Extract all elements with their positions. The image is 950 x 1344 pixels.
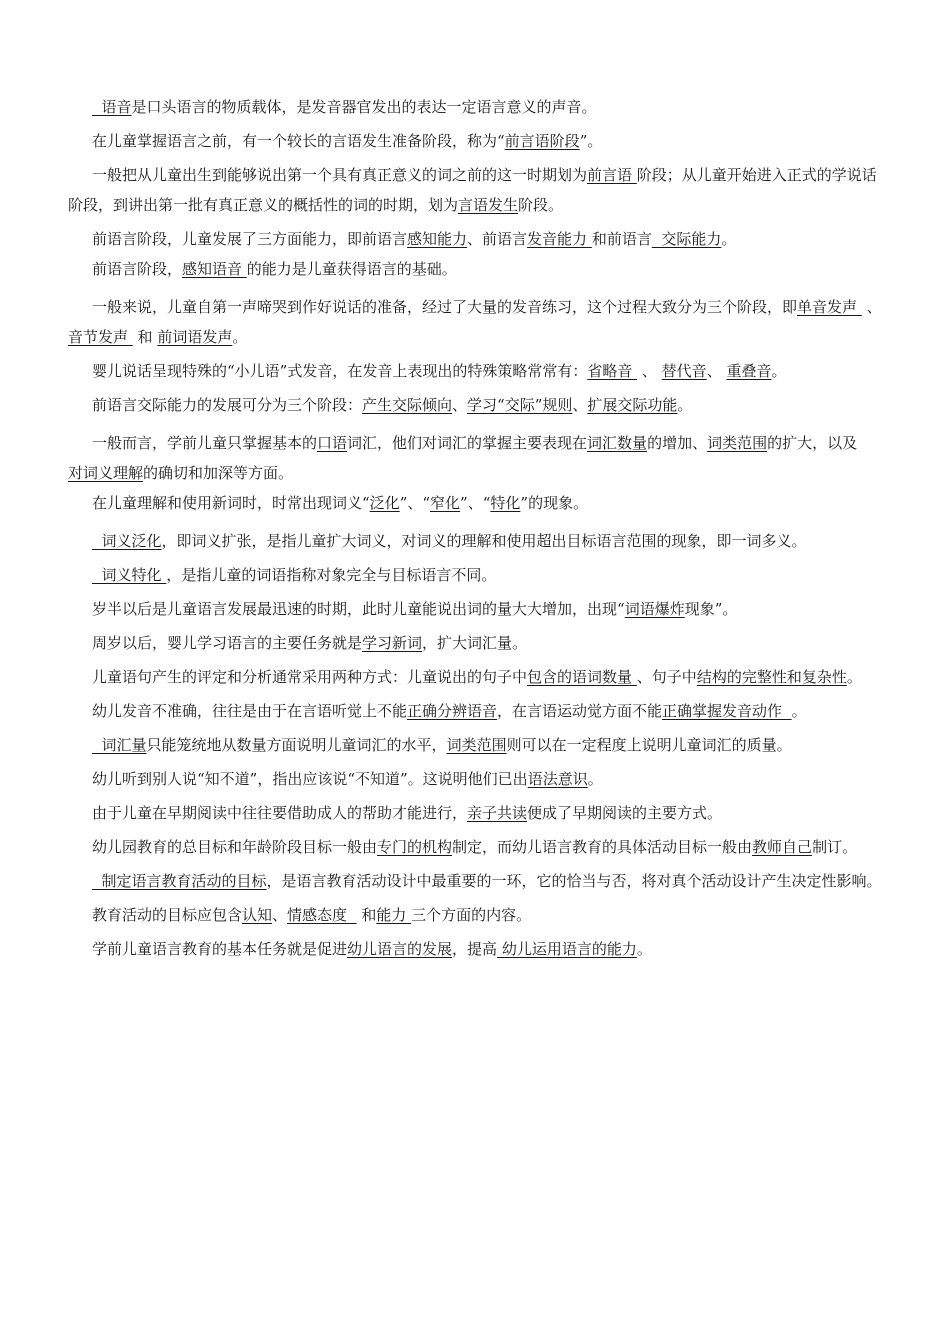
paragraph-text: ，在言语运动觉方面不能: [497, 702, 663, 720]
paragraph-text: 幼儿听到别人说“知不道”，指出应该说“不知道”。这说明他们已出: [92, 770, 528, 788]
paragraph: [68, 126, 884, 156]
underlined-answer: 词语爆炸: [624, 600, 685, 618]
underlined-answer: 泛化: [369, 494, 400, 512]
paragraph-text: ，提高: [452, 940, 498, 958]
underlined-answer: 感知语音: [182, 260, 247, 278]
paragraph-text: 教育活动的目标应包含: [92, 906, 243, 924]
paragraph: [68, 832, 884, 862]
paragraph-text: 则可以在一定程度上说明儿童词汇的质量。: [506, 736, 792, 754]
paragraph-text: 、: [272, 906, 288, 924]
paragraph-text: 。: [636, 940, 652, 958]
underlined-answer: 词类范围: [446, 736, 507, 754]
paragraph: [68, 224, 884, 254]
paragraph-text: 和: [132, 328, 158, 346]
underlined-answer: 认知: [242, 906, 273, 924]
underlined-answer: 前言语: [587, 166, 637, 184]
paragraph-text: ，即词义扩张，是指儿童扩大词义，对词义的理解和使用超出目标语言范围的现象，即一词多义。: [161, 532, 807, 550]
paragraph-text: 、: [861, 298, 882, 316]
paragraph-text: 便成了早期阅读的主要方式。: [527, 804, 723, 822]
underlined-answer: 学习“交际”规则: [467, 396, 573, 414]
underlined-answer: 前词语发声: [157, 328, 233, 346]
underlined-answer: 特化: [490, 494, 521, 512]
paragraph-text: 的能力是儿童获得语言的基础。: [246, 260, 457, 278]
underlined-answer: 教师自己: [752, 838, 813, 856]
paragraph-text: 、前语言: [467, 230, 528, 248]
underlined-answer: 词义特化: [92, 566, 167, 584]
underlined-answer: 对词义理解: [68, 464, 144, 482]
paragraph-text: ，是语言教育活动设计中最重要的一环，它的恰当与否，将对真个活动设计产生决定性影响。: [266, 872, 882, 890]
underlined-answer: 幼儿语言的发展: [347, 940, 453, 958]
paragraph-text: 一般而言，学前儿童只掌握基本的: [92, 434, 318, 452]
underlined-answer: 词义泛化: [92, 532, 162, 550]
underlined-answer: 口语: [317, 434, 348, 452]
paragraph-text: 。: [771, 362, 787, 380]
paragraph: [68, 488, 884, 518]
underlined-answer: 窄化: [430, 494, 461, 512]
paragraph: [68, 292, 884, 352]
paragraph-text: 岁半以后是儿童语言发展最迅速的时期，此时儿童能说出词的量大大增加，出现“: [92, 600, 625, 618]
paragraph-text: 一般来说，儿童自第一声啼哭到作好说话的准备，经过了大量的发音练习，这个过程大致分为三个阶段，即: [92, 298, 798, 316]
paragraph-text: 。: [677, 396, 693, 414]
underlined-answer: 省略音: [587, 362, 638, 380]
paragraph-text: 在儿童理解和使用新词时，时常出现词义“: [92, 494, 370, 512]
underlined-answer: 感知能力: [407, 230, 468, 248]
underlined-answer: 词类范围: [707, 434, 768, 452]
paragraph-text: ”的现象。: [520, 494, 589, 512]
paragraph-text: 幼儿园教育的总目标和年龄阶段目标一般由: [92, 838, 378, 856]
paragraph-text: 的确切和加深等方面。: [143, 464, 294, 482]
paragraph: [68, 866, 884, 896]
paragraph-text: 是口头语言的物质载体，是发音器官发出的表达一定语言意义的声音。: [131, 98, 597, 116]
underlined-answer: 单音发声: [797, 298, 862, 316]
paragraph: [68, 526, 884, 556]
underlined-answer: 交际能力: [651, 230, 722, 248]
paragraph: [68, 934, 884, 964]
paragraph-text: 只能笼统地从数量方面说明儿童词汇的水平，: [146, 736, 447, 754]
paragraph-text: 前语言阶段，: [92, 260, 183, 278]
underlined-answer: 幼儿运用语言的能力: [497, 940, 637, 958]
paragraph: [68, 560, 884, 590]
paragraph-text: 的扩大，以及: [767, 434, 858, 452]
paragraph-text: 阶段。: [518, 196, 564, 214]
paragraph-text: 前语言交际能力的发展可分为三个阶段：: [92, 396, 363, 414]
paragraph: [68, 798, 884, 828]
paragraph-text: 、: [572, 396, 588, 414]
paragraph-text: 。: [232, 328, 248, 346]
paragraph-text: 。: [721, 230, 737, 248]
paragraph-text: 周岁以后，婴儿学习语言的主要任务就是: [92, 634, 363, 652]
paragraph: [68, 730, 884, 760]
paragraph: [68, 356, 884, 386]
underlined-answer: 包含的语词数量: [527, 668, 637, 686]
paragraph-text: 三个方面的内容。: [411, 906, 532, 924]
paragraph: [68, 92, 884, 122]
paragraph-text: 。: [846, 668, 862, 686]
paragraph-text: 前语言阶段，儿童发展了三方面能力，即前语言: [92, 230, 408, 248]
paragraph: [68, 390, 884, 420]
underlined-answer: 情感态度: [287, 906, 357, 924]
underlined-answer: 词汇数量: [587, 434, 648, 452]
underlined-answer: 音节发声: [68, 328, 133, 346]
underlined-answer: 语法意识: [527, 770, 588, 788]
paragraph: [68, 662, 884, 692]
paragraph-text: 儿童语句产生的评定和分析通常采用两种方式：儿童说出的句子中: [92, 668, 528, 686]
paragraph-text: 。: [587, 770, 603, 788]
paragraph: [68, 428, 884, 488]
paragraph-text: ，是指儿童的词语指称对象完全与目标语言不同。: [166, 566, 497, 584]
paragraph-text: 和: [356, 906, 377, 924]
paragraph-text: 、: [637, 362, 662, 380]
underlined-answer: 正确掌握发音动作: [662, 702, 792, 720]
paragraph-text: 幼儿发音不准确，往往是由于在言语听觉上不能: [92, 702, 408, 720]
paragraph-text: 制订。: [812, 838, 858, 856]
paragraph-text: 。: [791, 702, 807, 720]
paragraph-text: 词汇，他们对词汇的掌握主要表现在: [347, 434, 588, 452]
paragraph: [68, 900, 884, 930]
underlined-answer: 制定语言教育活动的目标: [92, 872, 267, 890]
underlined-answer: 替代音: [661, 362, 707, 380]
paragraph-text: ”、“: [460, 494, 491, 512]
paragraph: [68, 594, 884, 624]
underlined-answer: 语音: [92, 98, 132, 116]
underlined-answer: 结构的完整性和复杂性: [696, 668, 847, 686]
underlined-answer: 正确分辨语音: [407, 702, 498, 720]
paragraph-text: 、: [706, 362, 727, 380]
paragraph: [68, 696, 884, 726]
paragraph: [68, 254, 884, 284]
underlined-answer: 扩展交际功能: [587, 396, 678, 414]
paragraph-text: 现象”。: [684, 600, 738, 618]
underlined-answer: 发音能力: [527, 230, 592, 248]
underlined-answer: 前言语阶段: [504, 132, 580, 150]
paragraph-text: 在儿童掌握语言之前，有一个较长的言语发生准备阶段，称为“: [92, 132, 505, 150]
underlined-answer: 产生交际倾向: [362, 396, 453, 414]
paragraph-text: 学前儿童语言教育的基本任务就是促进: [92, 940, 348, 958]
document-page: [68, 92, 884, 964]
underlined-answer: 词汇量: [92, 736, 147, 754]
underlined-answer: 能力: [376, 906, 412, 924]
paragraph-text: ，扩大词汇量。: [422, 634, 528, 652]
paragraph-text: 阶段；从儿童开始进入正式的学说话阶段，到讲出第一批有真正意义的概括性的词的时期，划为: [68, 166, 877, 214]
paragraph-text: ”、“: [399, 494, 431, 512]
paragraph: [68, 628, 884, 658]
paragraph-text: 一般把从儿童出生到能够说出第一个具有真正意义的词之前的这一时期划为: [92, 166, 588, 184]
paragraph-text: 的增加、: [647, 434, 708, 452]
paragraph-text: 和前语言: [591, 230, 652, 248]
paragraph-text: 、句子中: [636, 668, 697, 686]
paragraph: [68, 764, 884, 794]
underlined-answer: 专门的机构: [377, 838, 453, 856]
underlined-answer: 亲子共读: [467, 804, 528, 822]
underlined-answer: 重叠音: [726, 362, 772, 380]
underlined-answer: 学习新词: [362, 634, 423, 652]
paragraph-text: 制定，而幼儿语言教育的具体活动目标一般由: [452, 838, 753, 856]
paragraph-text: 由于儿童在早期阅读中往往要借助成人的帮助才能进行，: [92, 804, 468, 822]
underlined-answer: 言语发生: [458, 196, 519, 214]
paragraph-text: ”。: [579, 132, 603, 150]
paragraph-text: 、: [452, 396, 468, 414]
paragraph-text: 婴儿说话呈现特殊的“小儿语”式发音，在发音上表现出的特殊策略常常有：: [92, 362, 588, 380]
paragraph: [68, 160, 884, 220]
